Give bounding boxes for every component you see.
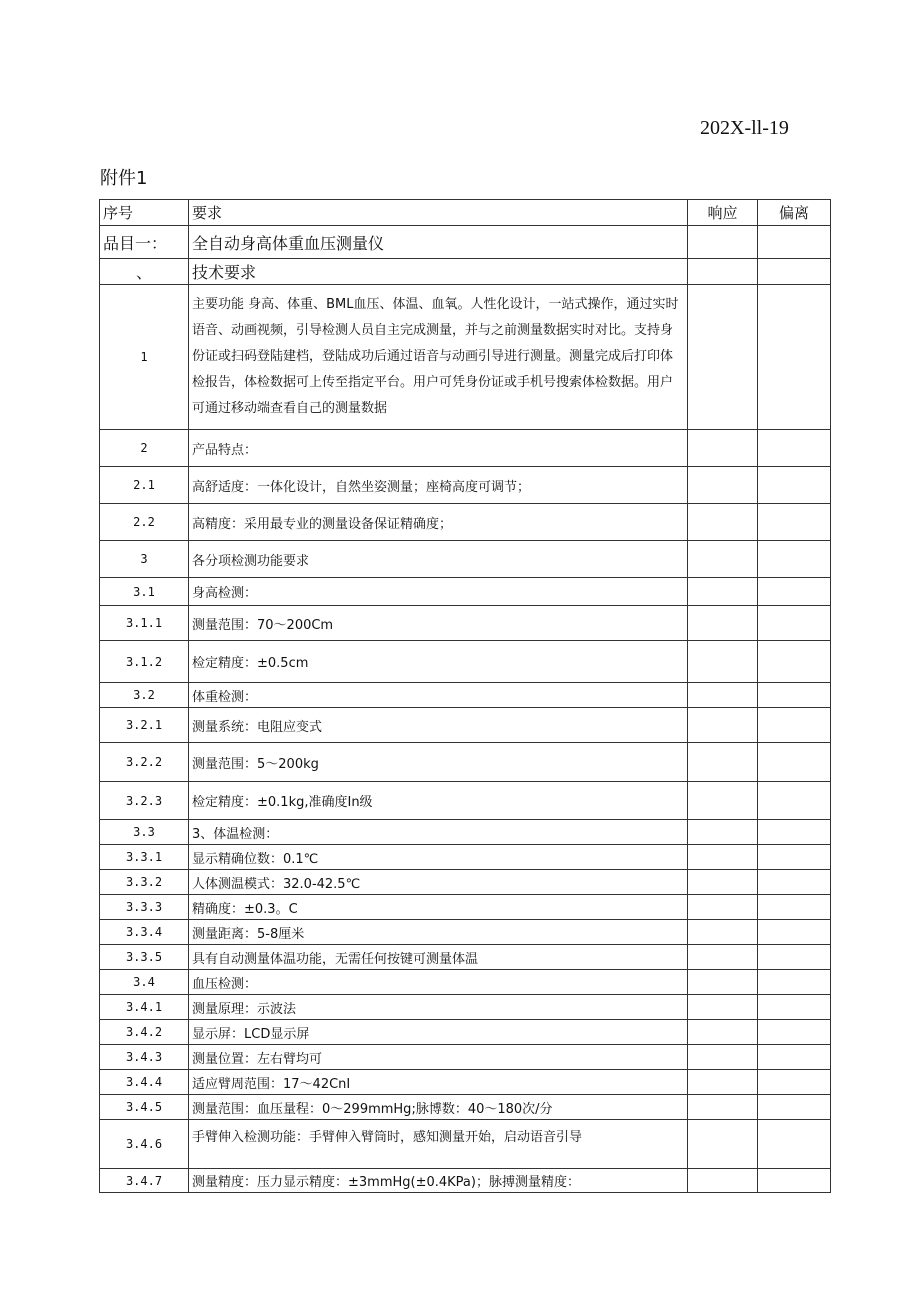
- row-seq: 3.4: [100, 970, 189, 995]
- row-seq: 3.2.1: [100, 708, 189, 743]
- row-deviation: [758, 467, 831, 504]
- row-response: [688, 945, 758, 970]
- table-row: [100, 1070, 831, 1095]
- row-deviation: [758, 541, 831, 578]
- table-row: [100, 782, 831, 820]
- requirements-table: [99, 199, 831, 1193]
- row-response: [688, 226, 758, 259]
- column-header-deviation: 偏离: [758, 200, 831, 226]
- row-seq: 3.4.7: [100, 1169, 189, 1193]
- row-seq: 3.3: [100, 820, 189, 845]
- row-deviation: [758, 995, 831, 1020]
- table-row: [100, 1045, 831, 1070]
- row-deviation: [758, 641, 831, 683]
- table-row: [100, 1020, 831, 1045]
- row-requirement: 精确度：±0.3。C: [189, 895, 688, 920]
- row-response: [688, 995, 758, 1020]
- row-requirement: 全自动身高体重血压测量仪: [189, 226, 688, 259]
- row-seq: 3.4.1: [100, 995, 189, 1020]
- row-deviation: [758, 1120, 831, 1169]
- document-date: 202X-ll-19: [700, 117, 789, 139]
- row-seq: 3.1: [100, 578, 189, 606]
- table-row: [100, 467, 831, 504]
- row-deviation: [758, 970, 831, 995]
- row-response: [688, 870, 758, 895]
- row-deviation: [758, 430, 831, 467]
- row-seq: 3.2.3: [100, 782, 189, 820]
- row-response: [688, 1095, 758, 1120]
- row-requirement: 3、体温检测：: [189, 820, 688, 845]
- row-response: [688, 504, 758, 541]
- row-requirement: 血压检测：: [189, 970, 688, 995]
- row-deviation: [758, 606, 831, 641]
- row-response: [688, 606, 758, 641]
- column-header-response: 响应: [688, 200, 758, 226]
- row-deviation: [758, 920, 831, 945]
- table-row: [100, 1120, 831, 1169]
- row-seq: 2.2: [100, 504, 189, 541]
- row-response: [688, 743, 758, 782]
- row-seq: 3.3.5: [100, 945, 189, 970]
- row-deviation: [758, 870, 831, 895]
- row-response: [688, 782, 758, 820]
- row-response: [688, 1169, 758, 1193]
- row-deviation: [758, 504, 831, 541]
- table-row: [100, 285, 831, 430]
- table-row: [100, 1169, 831, 1193]
- row-response: [688, 708, 758, 743]
- annex-label: 附件1: [100, 168, 148, 189]
- row-response: [688, 1070, 758, 1095]
- row-requirement: 高舒适度：一体化设计，自然坐姿测量；座椅高度可调节；: [189, 467, 688, 504]
- row-requirement: 主要功能 身高、体重、BML血压、体温、血氧。人性化设计，一站式操作，通过实时语音、动画视频，引导检测人员自主完成测量，并与之前测量数据实时对比。支持身份证或扫码登陆建档，登陆成功后通过语音与动画引导进行测量。测量完成后打印体检报告，体检数据可上传至指定平台。用户可凭身份证或手机号搜索体检数据。用户可通过移动端查看自己的测量数据: [189, 285, 688, 430]
- row-requirement: 检定精度：±0.1kg,准确度In级: [189, 782, 688, 820]
- row-requirement: 适应臂周范围：17～42CnI: [189, 1070, 688, 1095]
- table-row: [100, 430, 831, 467]
- row-requirement: 测量范围：血压量程：0～299mmHg;脉博数：40～180次/分: [189, 1095, 688, 1120]
- row-seq: 3.1.2: [100, 641, 189, 683]
- row-response: [688, 578, 758, 606]
- column-header-seq: 序号: [100, 200, 189, 226]
- table-row: [100, 226, 831, 259]
- row-seq: 3.2.2: [100, 743, 189, 782]
- table-row: [100, 606, 831, 641]
- row-requirement: 显示精确位数：0.1℃: [189, 845, 688, 870]
- row-response: [688, 259, 758, 285]
- table-row: [100, 1095, 831, 1120]
- row-requirement: 测量精度：压力显示精度：±3mmHg(±0.4KPa)；脉搏测量精度：: [189, 1169, 688, 1193]
- row-requirement: 技术要求: [189, 259, 688, 285]
- row-seq: 2: [100, 430, 189, 467]
- row-requirement: 显示屏：LCD显示屏: [189, 1020, 688, 1045]
- row-seq: 3.4.5: [100, 1095, 189, 1120]
- row-seq: 2.1: [100, 467, 189, 504]
- table-row: [100, 683, 831, 708]
- row-response: [688, 895, 758, 920]
- row-seq: 3.3.4: [100, 920, 189, 945]
- row-seq: 1: [100, 285, 189, 430]
- table-header-row: [100, 200, 831, 226]
- row-requirement: 身高检测：: [189, 578, 688, 606]
- table-row: [100, 820, 831, 845]
- row-deviation: [758, 1169, 831, 1193]
- row-deviation: [758, 945, 831, 970]
- row-response: [688, 683, 758, 708]
- row-requirement: 检定精度：±0.5cm: [189, 641, 688, 683]
- row-requirement: 具有自动测量体温功能，无需任何按键可测量体温: [189, 945, 688, 970]
- table-row: [100, 578, 831, 606]
- row-deviation: [758, 820, 831, 845]
- row-seq: 3.3.2: [100, 870, 189, 895]
- row-deviation: [758, 782, 831, 820]
- row-deviation: [758, 578, 831, 606]
- row-requirement: 测量位置：左右臂均可: [189, 1045, 688, 1070]
- row-requirement: 测量系统：电阻应变式: [189, 708, 688, 743]
- row-response: [688, 920, 758, 945]
- row-deviation: [758, 895, 831, 920]
- row-response: [688, 845, 758, 870]
- row-deviation: [758, 1070, 831, 1095]
- table-row: [100, 870, 831, 895]
- row-requirement: 测量范围：5～200kg: [189, 743, 688, 782]
- row-response: [688, 1120, 758, 1169]
- row-deviation: [758, 1045, 831, 1070]
- row-requirement: 产品特点：: [189, 430, 688, 467]
- row-requirement: 测量距离：5-8厘米: [189, 920, 688, 945]
- row-seq: 3.4.6: [100, 1120, 189, 1169]
- table-row: [100, 945, 831, 970]
- row-response: [688, 430, 758, 467]
- row-deviation: [758, 683, 831, 708]
- table-row: [100, 970, 831, 995]
- row-seq: 3.1.1: [100, 606, 189, 641]
- row-deviation: [758, 259, 831, 285]
- table-row: [100, 641, 831, 683]
- row-seq: 3.3.3: [100, 895, 189, 920]
- row-deviation: [758, 743, 831, 782]
- row-deviation: [758, 285, 831, 430]
- table-row: [100, 920, 831, 945]
- table-row: [100, 259, 831, 285]
- row-seq: 3.2: [100, 683, 189, 708]
- row-deviation: [758, 226, 831, 259]
- row-requirement: 人体测温模式：32.0-42.5℃: [189, 870, 688, 895]
- row-requirement: 手臂伸入检测功能：手臂伸入臂筒时，感知测量开始，启动语音引导: [189, 1120, 688, 1169]
- table-row: [100, 895, 831, 920]
- row-response: [688, 970, 758, 995]
- table-row: [100, 541, 831, 578]
- row-seq: 3.4.2: [100, 1020, 189, 1045]
- table-row: [100, 504, 831, 541]
- row-seq: 、: [100, 259, 189, 285]
- row-seq: 3.3.1: [100, 845, 189, 870]
- table-row: [100, 995, 831, 1020]
- row-deviation: [758, 845, 831, 870]
- row-seq: 3.4.3: [100, 1045, 189, 1070]
- row-deviation: [758, 1095, 831, 1120]
- row-deviation: [758, 1020, 831, 1045]
- table-row: [100, 708, 831, 743]
- row-requirement: 体重检测：: [189, 683, 688, 708]
- row-deviation: [758, 708, 831, 743]
- row-seq: 3.4.4: [100, 1070, 189, 1095]
- row-response: [688, 541, 758, 578]
- row-seq: 3: [100, 541, 189, 578]
- row-response: [688, 467, 758, 504]
- row-response: [688, 285, 758, 430]
- row-seq: 品目一：: [100, 226, 189, 259]
- row-requirement: 各分项检测功能要求: [189, 541, 688, 578]
- row-response: [688, 1045, 758, 1070]
- table-row: [100, 845, 831, 870]
- column-header-requirement: 要求: [189, 200, 688, 226]
- row-requirement: 测量原理：示波法: [189, 995, 688, 1020]
- row-response: [688, 1020, 758, 1045]
- row-response: [688, 820, 758, 845]
- row-requirement: 高精度：采用最专业的测量设备保证精确度；: [189, 504, 688, 541]
- row-requirement: 测量范围：70～200Cm: [189, 606, 688, 641]
- table-row: [100, 743, 831, 782]
- row-response: [688, 641, 758, 683]
